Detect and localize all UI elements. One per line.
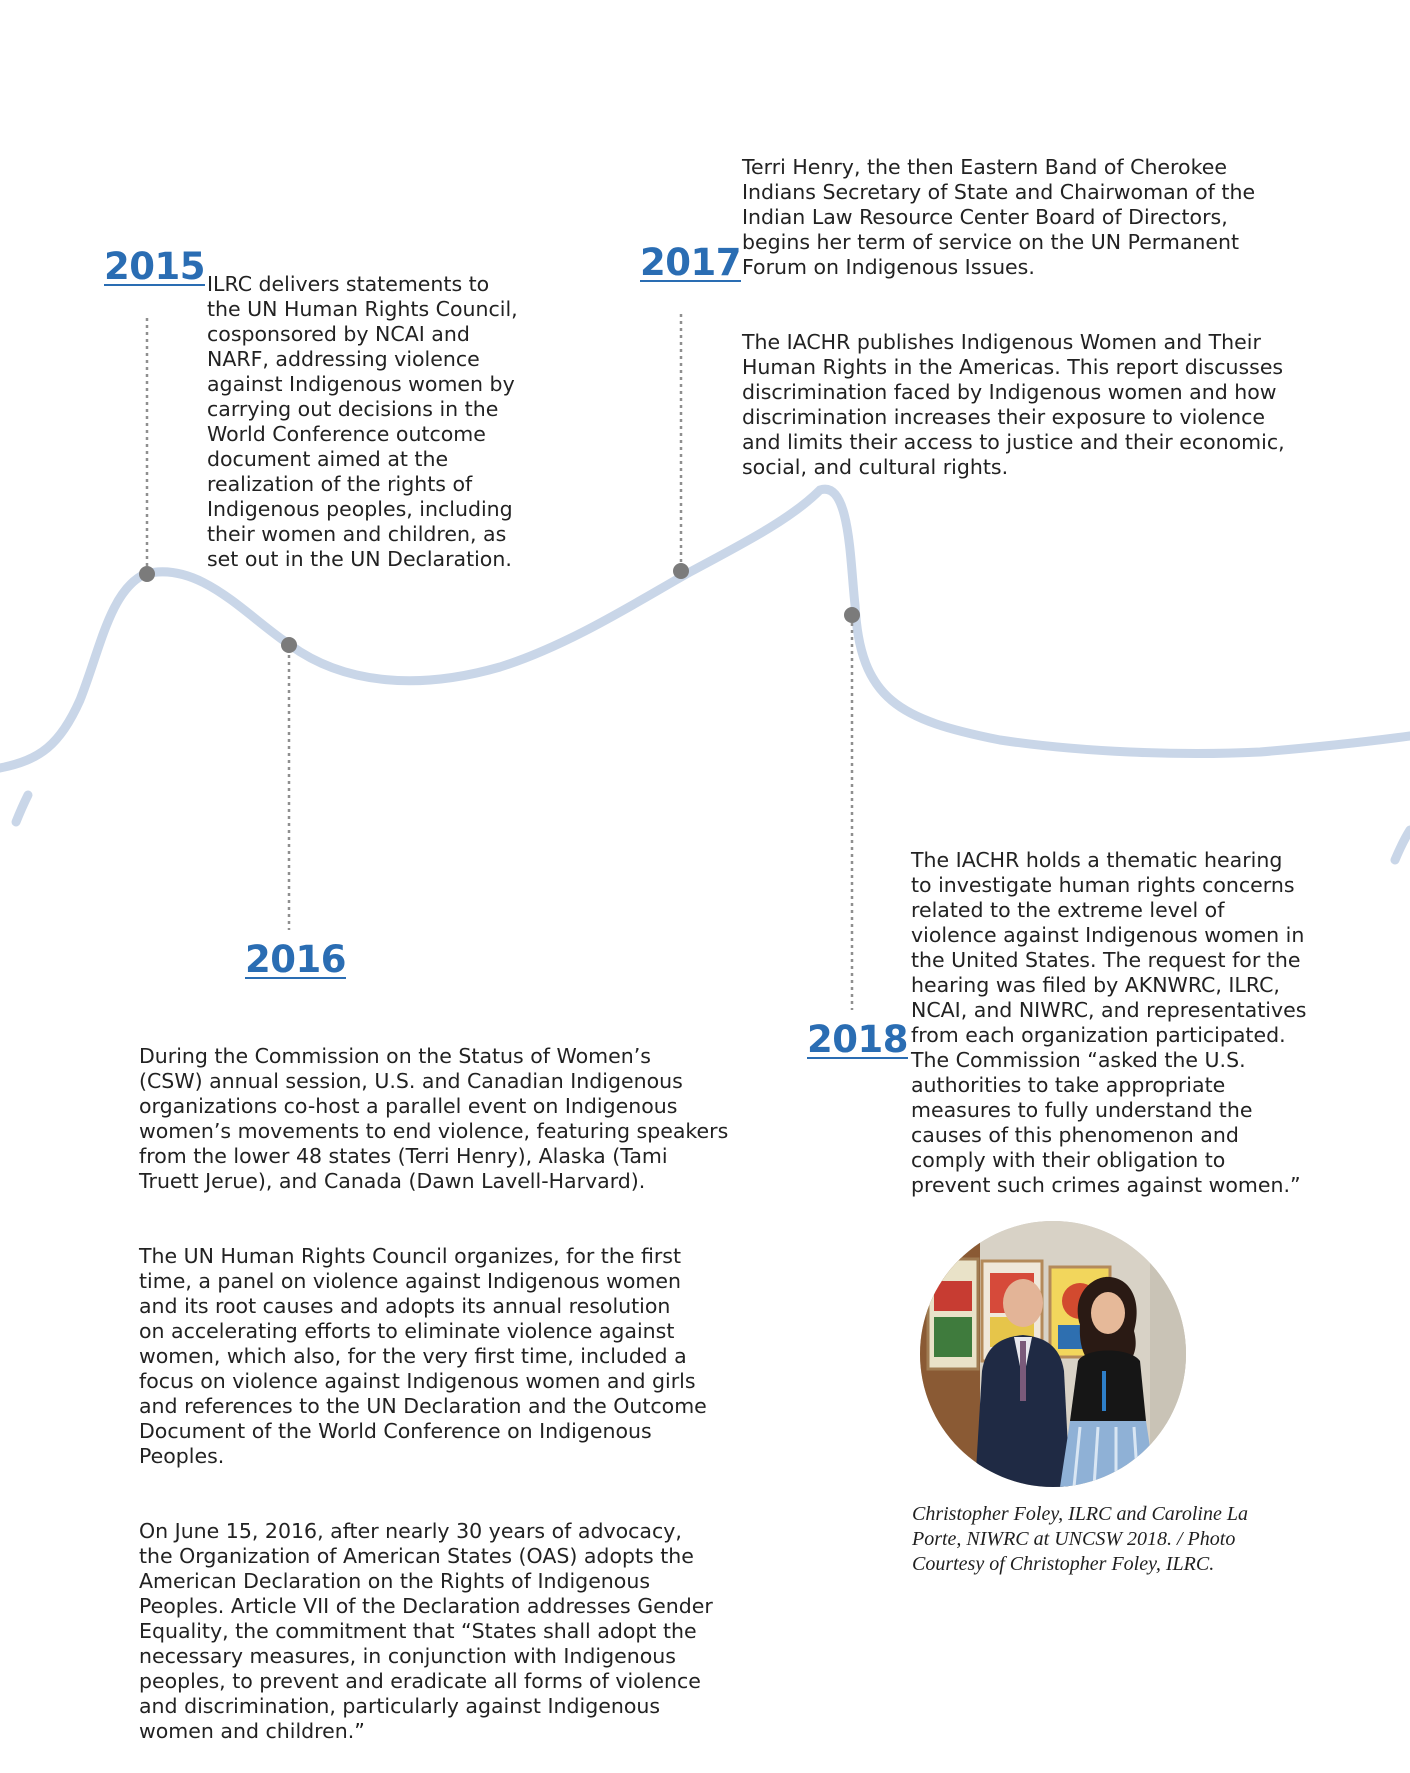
entry-2015-text xyxy=(207,247,537,597)
marker-2015 xyxy=(139,566,155,582)
timeline-curve-left-fragment xyxy=(16,795,28,822)
entry-2016-paragraph-3: On June 15, 2016, after nearly 30 years of advocacy, the Organization of American States (OAS) adopts the American Declaration on the Rights of Indigenous Peoples. Article VII of the Declaration addresses Gender Equality, the commitment that “States shall adopt the necessary measures, in conjunction with Indigenous peoples, to prevent and eradicate all forms of violence and discrimination, particularly against Indigenous women and children.” xyxy=(139,1519,713,1743)
entry-2015-paragraph-1: ILRC delivers statements to the UN Human Rights Council, cosponsored by NCAI and NARF, addressing violence against Indigenous women by carrying out decisions in the World Conference outcome document aimed at the realization of the rights of Indigenous peoples, including their women and children, as set out in the UN Declaration. xyxy=(207,272,518,571)
year-2016: 2016 xyxy=(245,938,346,981)
year-2015: 2015 xyxy=(104,245,205,288)
photo-foley-laporte xyxy=(920,1221,1186,1487)
entry-2018-text xyxy=(911,823,1331,1223)
timeline-curve-right-fragment xyxy=(1395,830,1410,860)
year-2018: 2018 xyxy=(807,1018,908,1061)
entry-2018-paragraph-1: The IACHR holds a thematic hearing to investigate human rights concerns related to the extreme level of violence against Indigenous women in the United States. The request for the hearing was filed by AKNWRC, ILRC, NCAI, and NIWRC, and representatives from each organization participated. The Commission “asked the U.S. authorities to take appropriate measures to fully understand the causes of this phenomenon and comply with their obligation to prevent such crimes against women.” xyxy=(911,848,1307,1197)
entry-2016-paragraph-1: During the Commission on the Status of Women’s (CSW) annual session, U.S. and Canadian Indigenous organizations co-host a parallel event on Indigenous women’s movements to end violence, featuring speakers from the lower 48 states (Terri Henry), Alaska (Tami Truett Jerue), and Canada (Dawn Lavell-Harvard). xyxy=(139,1044,729,1193)
marker-2017 xyxy=(673,563,689,579)
photo-caption: Christopher Foley, ILRC and Caroline La Porte, NIWRC at UNCSW 2018. / Photo Courtesy of Christopher Foley, ILRC. xyxy=(912,1503,1248,1575)
marker-2018 xyxy=(844,607,860,623)
entry-2017-text xyxy=(742,130,1302,505)
entry-2017-paragraph-1: Terri Henry, the then Eastern Band of Cherokee Indians Secretary of State and Chairwoman of the Indian Law Resource Center Board of Directors, begins her term of service on the UN Permanent Forum on Indigenous Issues. xyxy=(742,155,1256,279)
entry-2017-paragraph-2: The IACHR publishes Indigenous Women and Their Human Rights in the Americas. This report discusses discrimination faced by Indigenous women and how discrimination increases their exposure to violence and limits their access to justice and their economic, social, and cultural rights. xyxy=(742,330,1285,479)
marker-2016 xyxy=(281,637,297,653)
year-2017: 2017 xyxy=(640,241,741,284)
photo-illustration xyxy=(920,1221,1186,1487)
entry-2016-text xyxy=(139,1019,759,1769)
entry-2016-paragraph-2: The UN Human Rights Council organizes, for the first time, a panel on violence against Indigenous women and its root causes and adopts its annual resolution on accelerating efforts to eliminate violence against women, which also, for the very first time, included a focus on violence against Indigenous women and girls and references to the UN Declaration and the Outcome Document of the World Conference on Indigenous Peoples. xyxy=(139,1244,707,1468)
